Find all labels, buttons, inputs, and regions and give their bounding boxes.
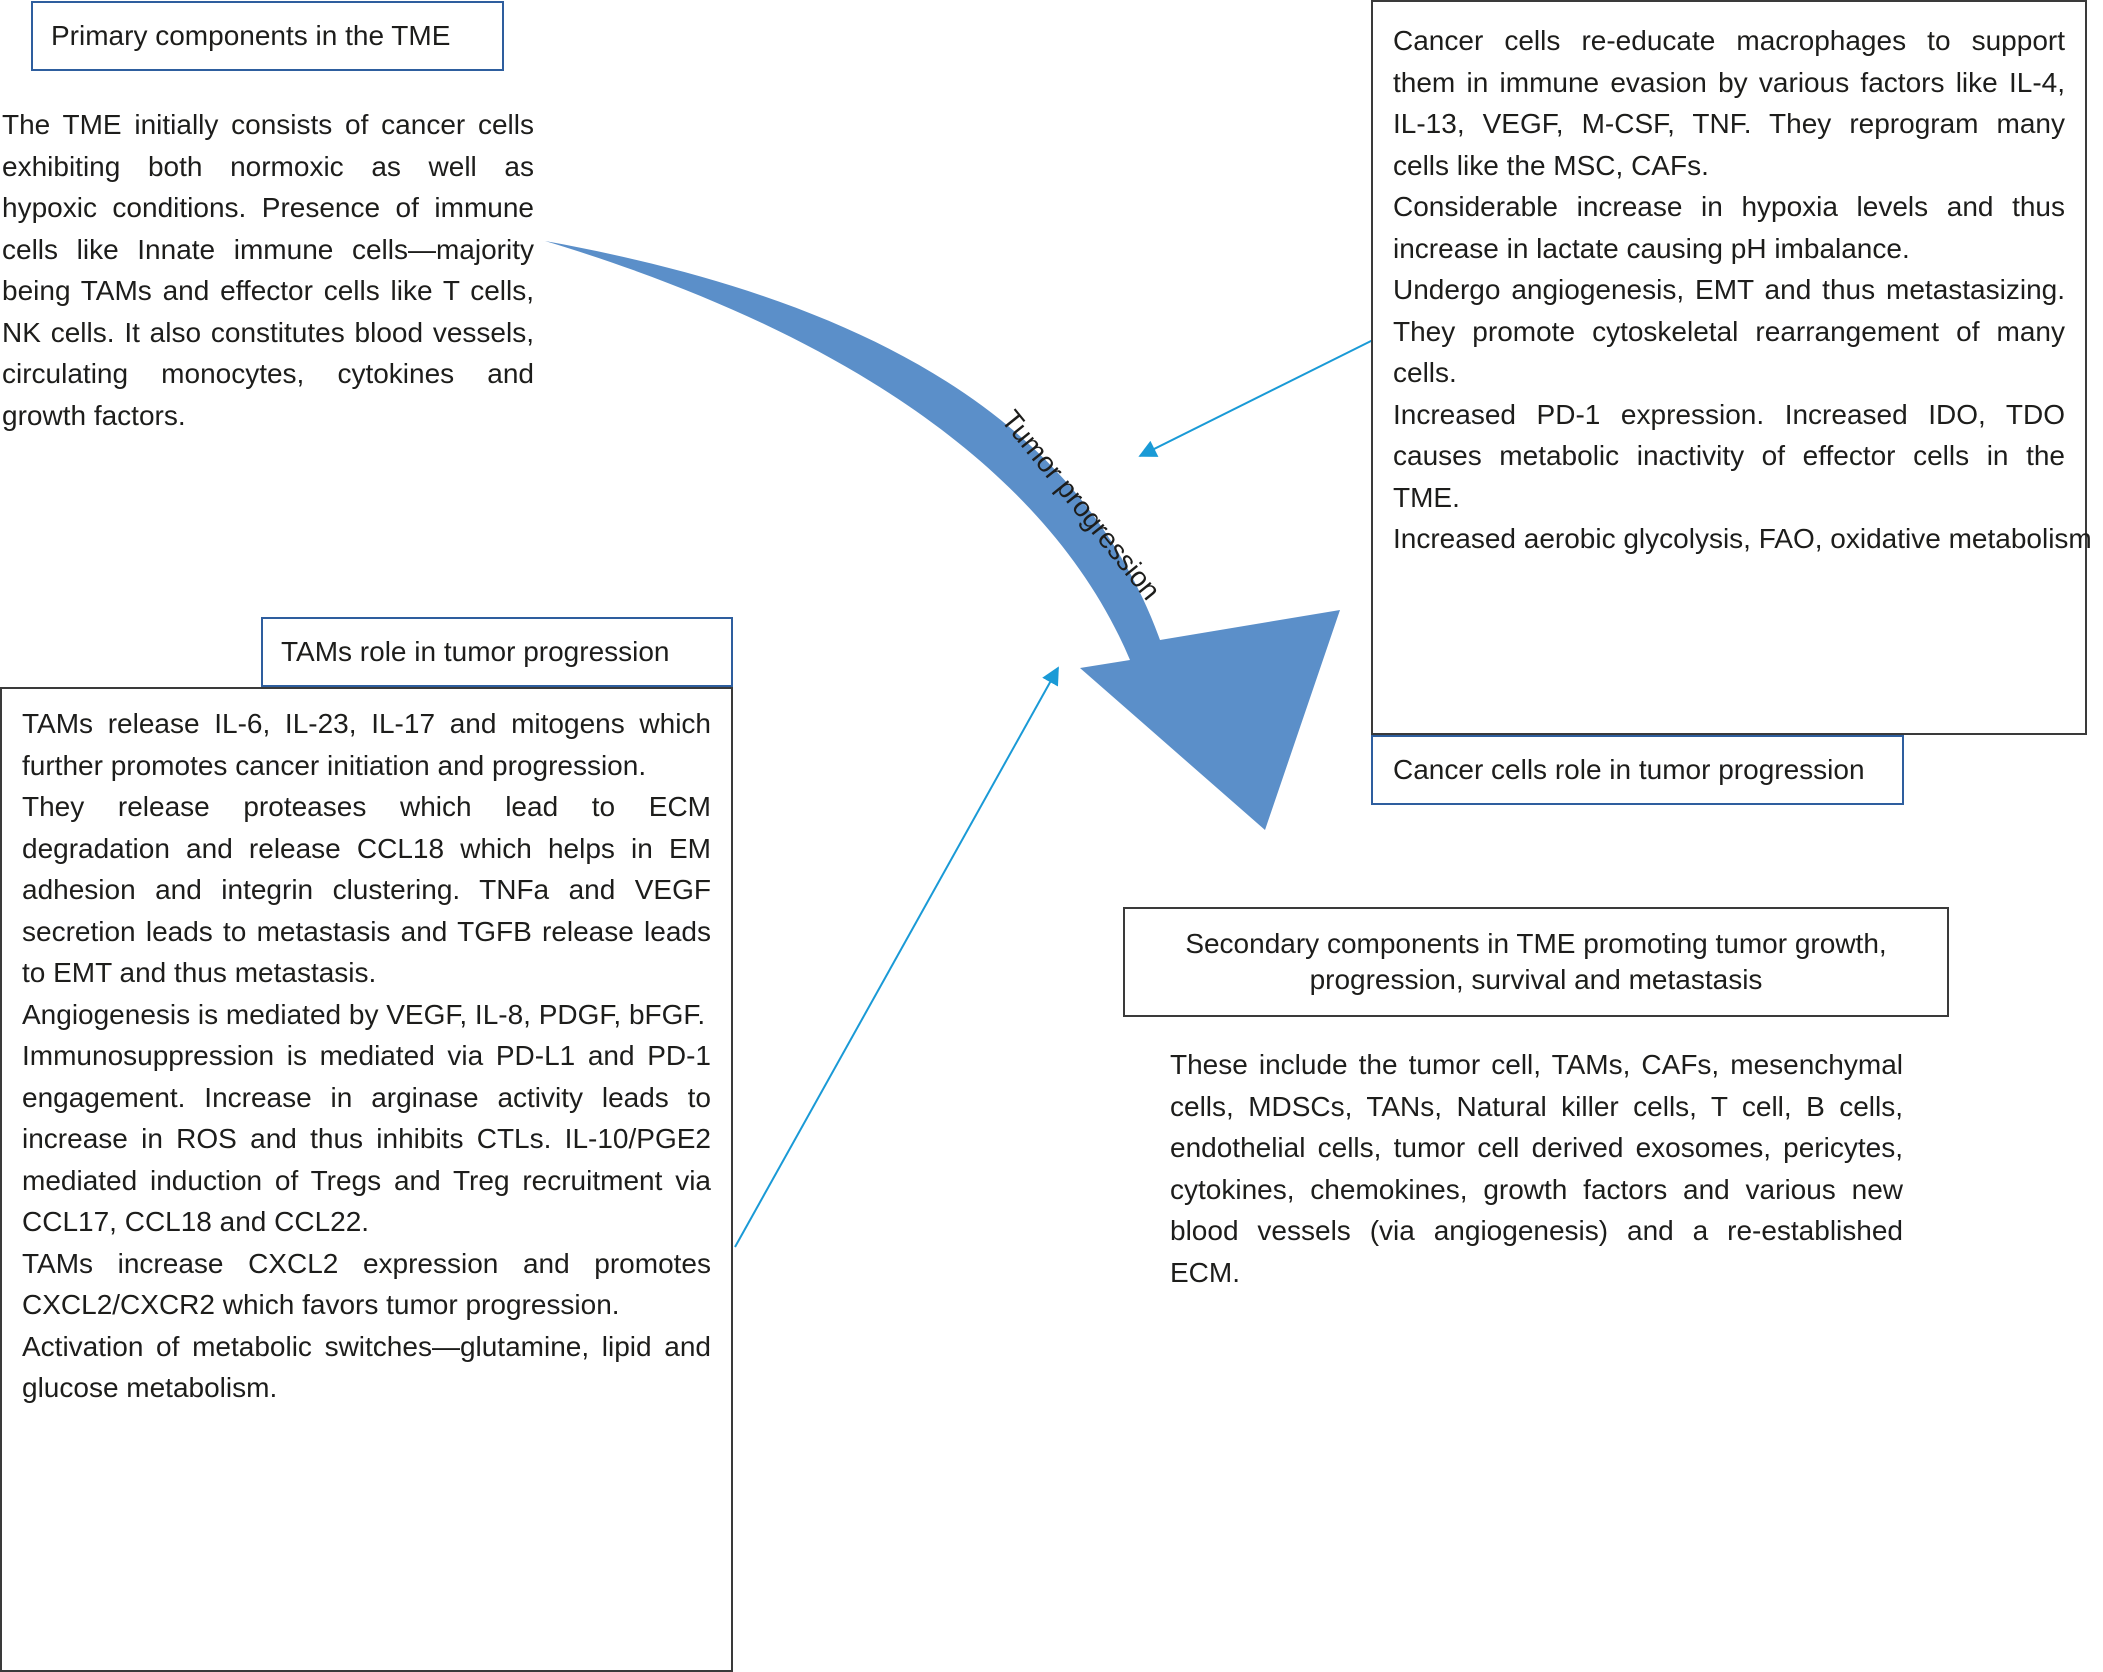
tams-role-box <box>0 687 733 1672</box>
tams-title: TAMs role in tumor progression <box>281 636 670 667</box>
cancer-cells-paragraph: Undergo angiogenesis, EMT and thus metastasizing. They promote cytoskeletal rearrangement of many cells. <box>1393 274 2065 388</box>
tams-paragraph: TAMs release IL-6, IL-23, IL-17 and mitogens which further promotes cancer initiation and progression. <box>22 708 711 781</box>
tams-paragraph: Activation of metabolic switches—glutamine, lipid and glucose metabolism. <box>22 1330 711 1403</box>
secondary-components-title-box <box>1123 907 1949 1017</box>
cancer-cells-paragraph: Increased PD-1 expression. Increased IDO, TDO causes metabolic inactivity of effector cells in the TME. <box>1393 398 2065 513</box>
cancer-cells-paragraph: Considerable increase in hypoxia levels and thus increase in lactate causing pH imbalance. <box>1393 191 2065 264</box>
secondary-components-body: These include the tumor cell, TAMs, CAFs, mesenchymal cells, MDSCs, TANs, Natural killer cells, T cell, B cells, endothelial cells, tumor cell derived exosomes, pericytes, cytokines, chemokines, growth factors and various new blood vessels (via angiogenesis) and a re-established ECM. <box>1170 1049 1903 1288</box>
secondary-components-text <box>1170 1044 1903 1293</box>
cancer-cells-paragraph: Cancer cells re-educate macrophages to support them in immune evasion by various factors like IL-4, IL-13, VEGF, M-CSF, TNF. They reprogram many cells like the MSC, CAFs. <box>1393 25 2065 181</box>
tams-title-box <box>261 617 733 687</box>
tumor-progression-label: Tumor progression <box>995 404 1167 606</box>
tams-paragraph: TAMs increase CXCL2 expression and promotes CXCL2/CXCR2 which favors tumor progression. <box>22 1247 711 1320</box>
cancer-cells-title: Cancer cells role in tumor progression <box>1393 754 1865 785</box>
cancer-cells-connector <box>1140 340 1373 456</box>
primary-components-text <box>2 104 534 436</box>
tams-connector <box>735 668 1058 1247</box>
cancer-cells-title-box <box>1371 735 1904 805</box>
primary-components-title: Primary components in the TME <box>51 20 451 51</box>
cancer-cells-role-box <box>1371 0 2092 735</box>
cancer-cells-paragraph: Increased aerobic glycolysis, FAO, oxidative metabolism <box>1393 523 2092 554</box>
tams-paragraph: Angiogenesis is mediated by VEGF, IL-8, PDGF, bFGF. <box>22 998 706 1030</box>
primary-components-title-box <box>31 1 504 71</box>
tams-paragraph: Immunosuppression is mediated via PD-L1 and PD-1 engagement. Increase in arginase activity leads to increase in ROS and thus inhibits CTLs. IL-10/PGE2 mediated induction of Tregs and Treg recruitment via CCL17, CCL18 and CCL22. <box>22 1040 711 1237</box>
primary-components-body: The TME initially consists of cancer cells exhibiting both normoxic as well as hypoxic conditions. Presence of immune cells like Innate immune cells—majority being TAMs and effector cells like T cells, NK cells. It also constitutes blood vessels, circulating monocytes, cytokines and growth factors. <box>2 109 534 431</box>
secondary-components-title: Secondary components in TME promoting tumor growth, progression, survival and metastasis <box>1185 928 1887 995</box>
tams-paragraph: They release proteases which lead to ECM degradation and release CCL18 which helps in EM adhesion and integrin clustering. TNFa and VEGF secretion leads to metastasis and TGFB release leads to EMT and thus metastasis. <box>22 791 711 988</box>
